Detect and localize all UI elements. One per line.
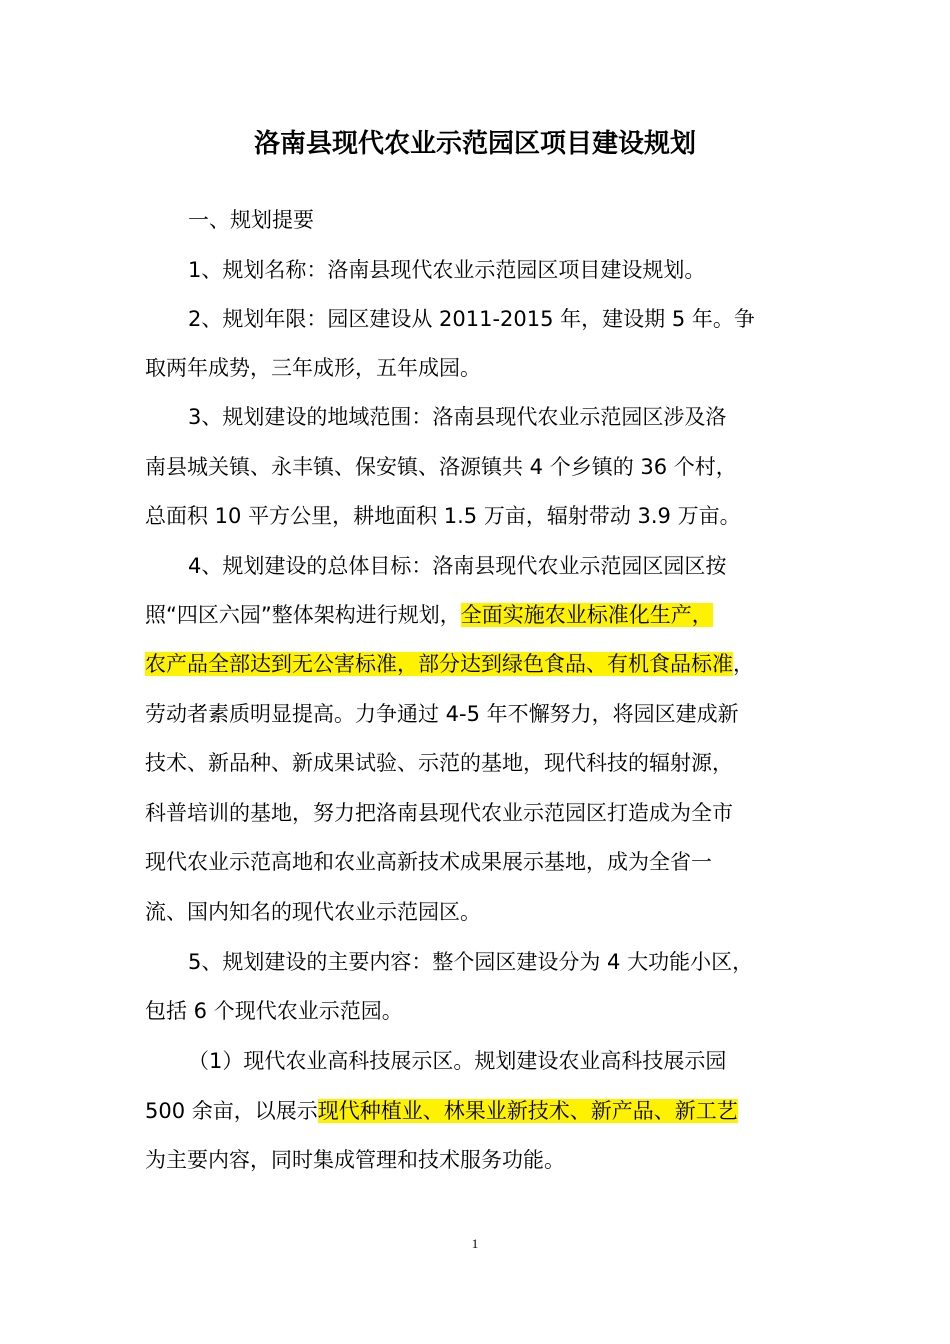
section-heading: 一、规划提要 bbox=[188, 208, 314, 232]
paragraph-line: 现代农业示范高地和农业高新技术成果展示基地，成为全省一 bbox=[145, 850, 712, 874]
paragraph-line: 总面积 10 平方公里，耕地面积 1.5 万亩，辐射带动 3.9 万亩。 bbox=[145, 504, 741, 528]
paragraph-line: 包括 6 个现代农业示范园。 bbox=[145, 999, 403, 1023]
paragraph-line: 科普培训的基地，努力把洛南县现代农业示范园区打造成为全市 bbox=[145, 801, 733, 825]
paragraph-line: 南县城关镇、永丰镇、保安镇、洛源镇共 4 个乡镇的 36 个村， bbox=[145, 455, 737, 479]
paragraph-line: 技术、新品种、新成果试验、示范的基地，现代科技的辐射源， bbox=[145, 751, 733, 775]
highlighted-text: 现代种植业、林果业新技术、新产品、新工艺 bbox=[317, 1099, 738, 1123]
text-run: 照“四区六园”整体架构进行规划， bbox=[145, 603, 461, 627]
paragraph-line: 5、规划建设的主要内容：整个园区建设分为 4 大功能小区， bbox=[188, 950, 754, 974]
paragraph-line: （1）现代农业高科技展示区。规划建设农业高科技展示园 bbox=[188, 1049, 727, 1073]
paragraph-line: 1、规划名称：洛南县现代农业示范园区项目建设规划。 bbox=[188, 258, 706, 282]
paragraph-line: 取两年成势，三年成形，五年成园。 bbox=[145, 356, 481, 380]
paragraph-line: 2、规划年限：园区建设从 2011-2015 年，建设期 5 年。争 bbox=[188, 307, 755, 331]
paragraph-line: 4、规划建设的总体目标：洛南县现代农业示范园区园区按 bbox=[188, 554, 727, 578]
page-number: 1 bbox=[471, 1236, 479, 1251]
highlighted-text: 农产品全部达到无公害标准，部分达到绿色食品、有机食品标准 bbox=[145, 652, 733, 676]
paragraph-line: 为主要内容，同时集成管理和技术服务功能。 bbox=[145, 1148, 565, 1172]
paragraph-line bbox=[145, 597, 713, 633]
paragraph-line bbox=[145, 646, 754, 682]
paragraph-line: 劳动者素质明显提高。力争通过 4-5 年不懈努力，将园区建成新 bbox=[145, 702, 739, 726]
paragraph-line: 流、国内知名的现代农业示范园区。 bbox=[145, 900, 481, 924]
text-run: 500 余亩，以展示 bbox=[145, 1099, 318, 1123]
paragraph-line: 3、规划建设的地域范围：洛南县现代农业示范园区涉及洛 bbox=[188, 405, 727, 429]
document-title: 洛南县现代农业示范园区项目建设规划 bbox=[253, 129, 696, 159]
paragraph-line bbox=[145, 1093, 738, 1129]
highlighted-text: 全面实施农业标准化生产， bbox=[460, 603, 713, 627]
text-run: ， bbox=[733, 652, 754, 676]
